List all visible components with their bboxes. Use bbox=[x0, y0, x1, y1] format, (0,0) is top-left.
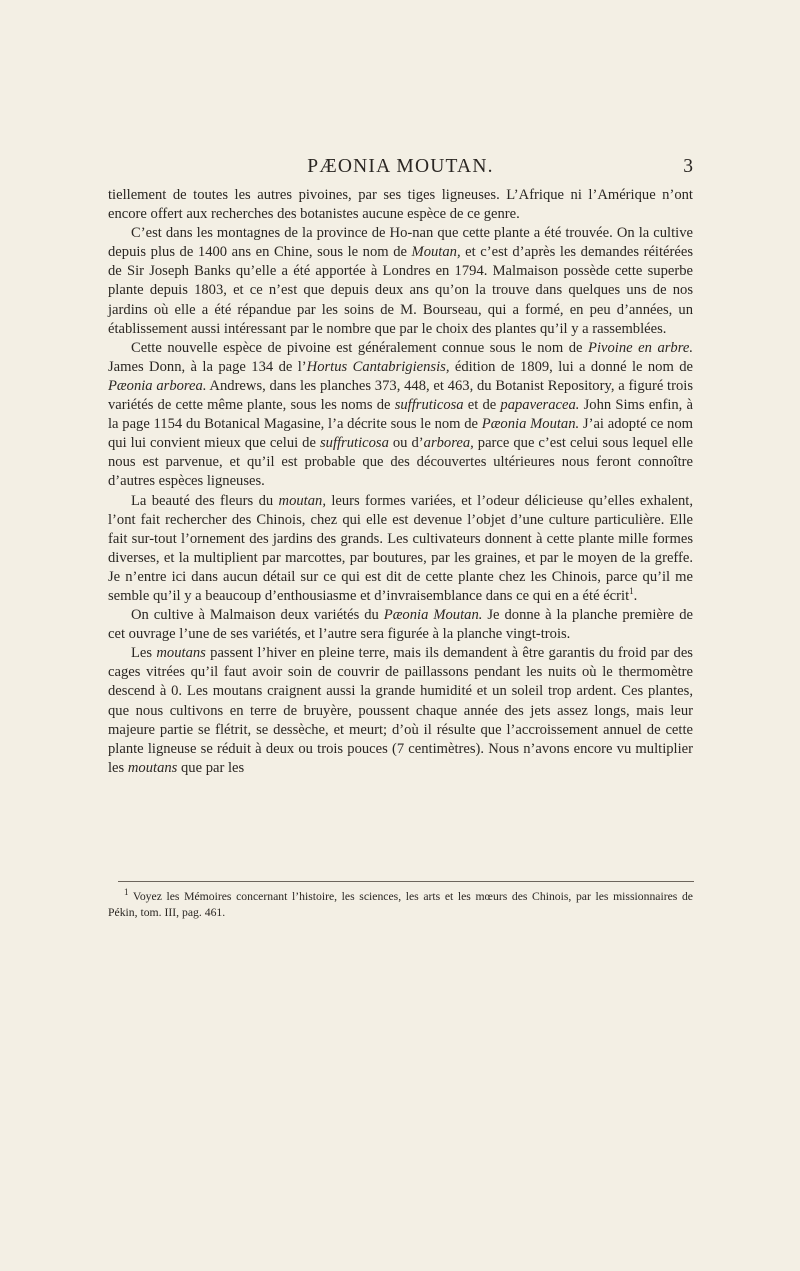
italic-term: Hortus Cantabrigiensis, bbox=[306, 358, 450, 375]
text-run: tiellement de toutes les autres pivoines, par ses tiges ligneuses. L’Afrique ni l’Amérique n’ont encore offert aux recherches des botanistes aucune espèce de ce genre. bbox=[108, 187, 693, 223]
text-run: James Donn, à la page 134 de l’ bbox=[108, 358, 307, 375]
italic-term: papaveracea. bbox=[500, 397, 580, 414]
text-run: Andrews, dans les planches 373, 448, et 463, du Botanist Repository, a figuré trois variétés de cette même plante, sous les noms de bbox=[108, 377, 693, 414]
text-run: parce que c’est celui sous lequel elle nous est parvenue, et qu’il est probable que des découvertes ultérieures nous feront connoître d’autres espèces ligneuses. bbox=[108, 435, 693, 490]
italic-term: Moutan, bbox=[411, 244, 461, 261]
italic-term: Pæonia Moutan. bbox=[383, 607, 483, 624]
text-run: J’ai adopté ce nom qui lui convient mieux que celui de bbox=[108, 416, 693, 452]
footnote-divider bbox=[118, 881, 694, 882]
text-run: C’est dans les montagnes de la province de Ho-nan que cette plante a été trouvée. On la cultive depuis plus de 1400 ans en Chine, sous le nom de bbox=[108, 225, 693, 261]
italic-term: suffruticosa bbox=[394, 397, 464, 414]
text-run: Je donne à la planche première de cet ouvrage l’une de ses variétés, et l’autre sera figurée à la planche vingt-trois. bbox=[108, 607, 693, 643]
text-run: Cette nouvelle espèce de pivoine est généralement connue sous le nom de bbox=[131, 339, 589, 356]
footnotes bbox=[108, 889, 693, 921]
text-run: On cultive à Malmaison deux variétés du bbox=[131, 607, 384, 624]
page-number: 3 bbox=[683, 156, 693, 177]
italic-term: moutans bbox=[127, 759, 178, 776]
body-text bbox=[108, 186, 693, 778]
text-run: Les bbox=[131, 645, 157, 662]
text-run: John Sims enfin, à la page 1154 du Botanical Magasine, l’a décrite sous le nom de bbox=[108, 397, 693, 433]
paragraph-1 bbox=[108, 186, 693, 224]
text-run: leurs formes variées, et l’odeur délicieuse qu’elles exhalent, l’ont fait rechercher des Chinois, chez qui elle est devenue l’objet d’une culture particulière. Elle fait sur-tout l’ornement des jardins des grands. Les cultivateurs donnent à cette plante mille formes diverses, et la multiplient par marcottes, par boutures, par les graines, et par le moyen de la greffe. Je n’entre ici dans aucun détail sur ce qui est dit de cette plante chez les Chinois, parce qu’il me semble qu’il y a beaucoup d’enthousiasme et d’invraisemblance dans ce qui en a été écrit bbox=[108, 492, 693, 604]
text-run: La beauté des fleurs du bbox=[131, 492, 279, 509]
text-run: et c’est d’après les demandes réitérées de Sir Joseph Banks qu’elle a été apportée à Londres en 1794. Malmaison possède cette superbe plante depuis 1803, et ce n’est que depuis deux ans qu’on la trouve dans quelques uns de nos jardins où elle a été répandue par les soins de M. Bourseau, qui a formé, en peu d’années, un établissement aussi intéressant par le nombre que par le choix des plantes qu’il y a rassemblées. bbox=[108, 244, 694, 337]
paragraph-4 bbox=[108, 492, 693, 607]
italic-term: Pæonia Moutan. bbox=[481, 416, 580, 433]
text-run: passent l’hiver en pleine terre, mais ils demandent à être garantis du froid par des cages vitrées qu’il faut avoir soin de couvrir de paillassons pendant les nuits où le thermomètre descend à 0. Les moutans craignent aussi la grande humidité et un soleil trop ardent. Ces plantes, que nous cultivons en terre de bruyère, poussent chaque année des jets assez longs, mais leur majeure partie se flétrit, se dessèche, et meurt; d’où il résulte que l’accroissement annuel de cette plante ligneuse se réduit à deux ou trois pouces (7 centimètres). Nous n’avons encore vu multiplier les bbox=[108, 645, 693, 776]
footnote-1 bbox=[108, 889, 693, 921]
text-run: . bbox=[633, 587, 638, 604]
text-run: ou d’ bbox=[388, 435, 424, 452]
paragraph-5 bbox=[108, 606, 693, 644]
text-run: que par les bbox=[177, 759, 245, 776]
italic-term: moutans bbox=[156, 645, 206, 662]
paragraph-2 bbox=[108, 224, 693, 339]
italic-term: arborea, bbox=[423, 435, 474, 452]
italic-term: Pivoine en arbre. bbox=[588, 339, 693, 356]
footnote-reference: 1 bbox=[629, 586, 634, 597]
paragraph-6 bbox=[108, 644, 693, 778]
page-header bbox=[108, 156, 693, 182]
italic-term: suffruticosa bbox=[319, 435, 389, 452]
text-run: édition de 1809, lui a donné le nom de bbox=[449, 358, 694, 375]
italic-term: moutan, bbox=[278, 492, 326, 509]
running-title: PÆONIA MOUTAN. bbox=[307, 156, 494, 177]
footnote-text: Voyez les Mémoires concernant l’histoire, les sciences, les arts et les mœurs des Chinois, par les missionnaires de Pékin, tom. III, pag. 461. bbox=[108, 890, 693, 920]
italic-term: Pæonia arborea. bbox=[108, 377, 207, 394]
text-run: et de bbox=[463, 397, 501, 414]
paragraph-3 bbox=[108, 339, 693, 492]
footnote-mark: 1 bbox=[124, 887, 129, 898]
